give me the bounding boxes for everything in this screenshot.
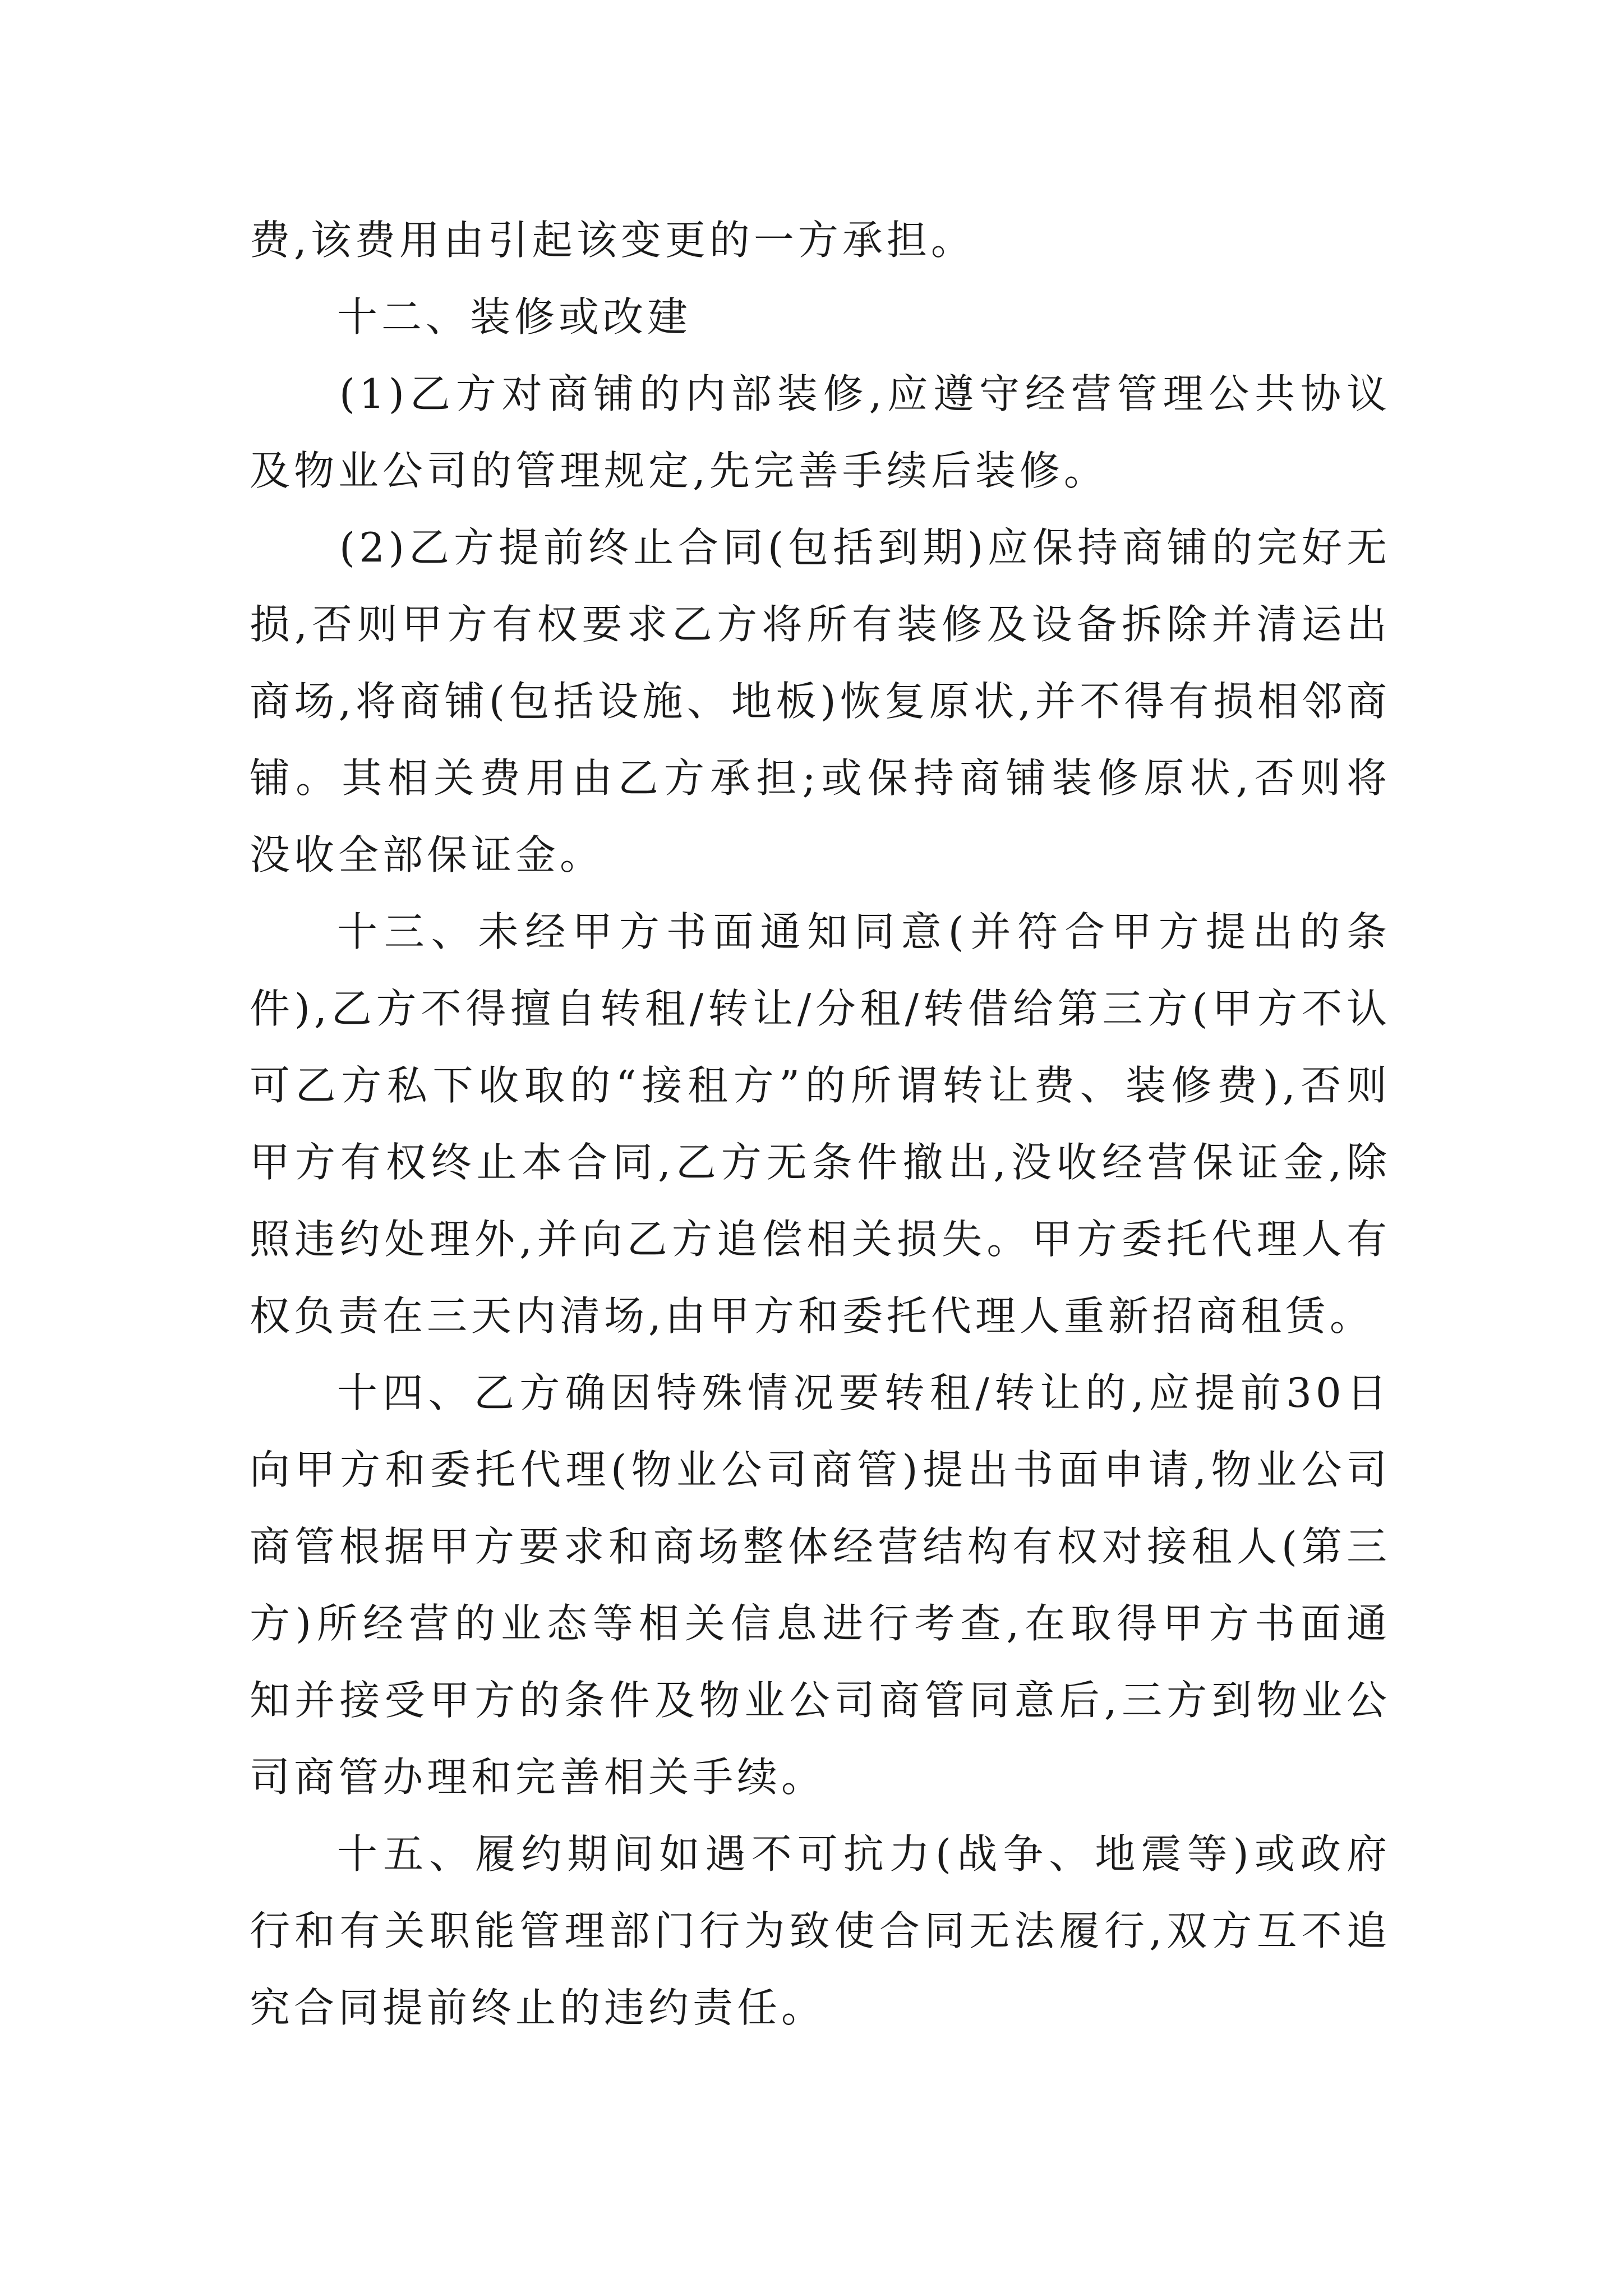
section-15: 十五、履约期间如遇不可抗力(战争、地震等)或政府行和有关职能管理部门行为致使合同无法履行,双方互不追究合同提前终止的违约责任。 <box>250 1830 1391 2031</box>
clause-12-1: (1)乙方对商铺的内部装修,应遵守经营管理公共协议及物业公司的管理规定,先完善手续后装修。 <box>250 370 1391 494</box>
section-14: 十四、乙方确因特殊情况要转租/转让的,应提前30日向甲方和委托代理(物业公司商管)提出书面申请,物业公司商管根据甲方要求和商场整体经营结构有权对接租人(第三方)所经营的业态等相关信息进行考查,在取得甲方书面通知并接受甲方的条件及物业公司商管同意后,三方到物业公司商管办理和完善相关手续。 <box>250 1369 1391 1801</box>
section-13: 十三、未经甲方书面通知同意(并符合甲方提出的条件),乙方不得擅自转租/转让/分租/转借给第三方(甲方不认可乙方私下收取的“接租方”的所谓转让费、装修费),否则甲方有权终止本合同,乙方无条件撤出,没收经营保证金,除照违约处理外,并向乙方追偿相关损失。甲方委托代理人有权负责在三天内清场,由甲方和委托代理人重新招商租赁。 <box>250 908 1391 1340</box>
clause-12-2: (2)乙方提前终止合同(包括到期)应保持商铺的完好无损,否则甲方有权要求乙方将所有装修及设备拆除并清运出商场,将商铺(包括设施、地板)恢复原状,并不得有损相邻商铺。其相关费用由乙方承担;或保持商铺装修原状,否则将没收全部保证金。 <box>250 524 1391 878</box>
document-body <box>250 202 1391 2046</box>
section-heading-12: 十二、装修或改建 <box>337 293 692 341</box>
paragraph-continuation: 费,该费用由引起该变更的一方承担。 <box>250 217 975 264</box>
